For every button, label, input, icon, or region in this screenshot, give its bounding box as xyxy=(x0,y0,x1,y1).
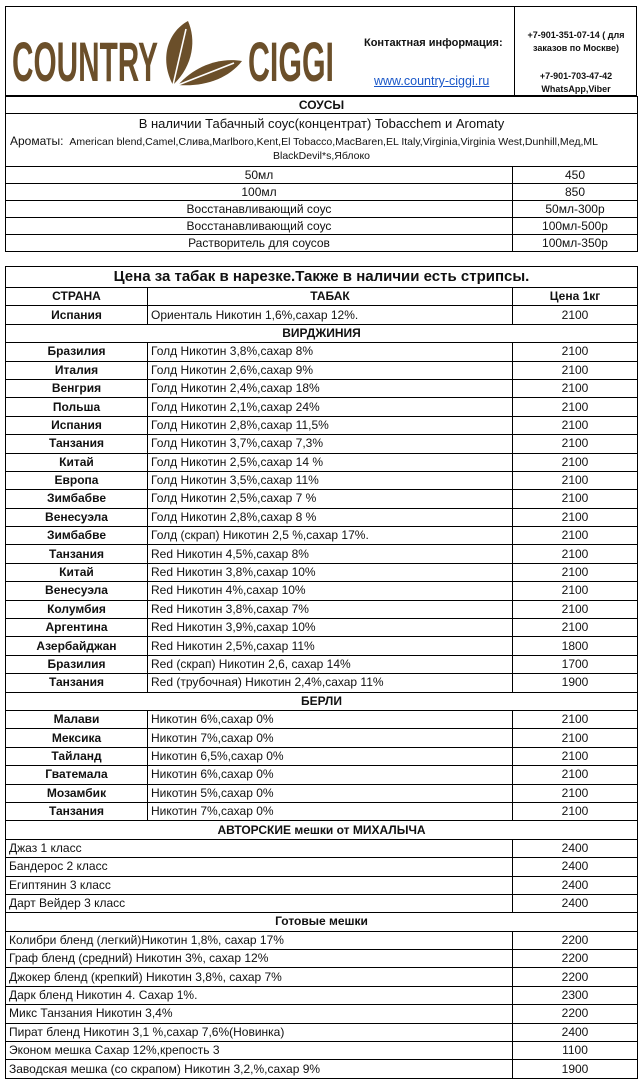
country-cell: Мозамбик xyxy=(6,784,148,802)
tobacco-cell: Голд Никотин 3,7%,сахар 7,3% xyxy=(148,435,513,453)
price-cell: 2100 xyxy=(513,766,638,784)
phone-whatsapp-number: +7-901-703-47-42 xyxy=(539,71,613,81)
table-row xyxy=(6,1042,638,1060)
table-row xyxy=(6,637,638,655)
price-title: Цена за табак в нарезке.Также в наличии есть стрипсы. xyxy=(6,267,638,288)
header-price: Цена 1кг xyxy=(513,288,638,306)
table-row xyxy=(6,986,638,1004)
price-cell: 1900 xyxy=(513,1060,638,1078)
aromas-list-2: BlackDevil*s,Яблоко xyxy=(272,150,371,162)
price-cell: 2200 xyxy=(513,950,638,968)
price-cell: 2100 xyxy=(513,710,638,728)
blend-name-cell: Заводская мешка (со скрапом) Никотин 3,2,%,сахар 9% xyxy=(6,1060,513,1078)
country-cell: Китай xyxy=(6,563,148,581)
country-cell: Венесуэла xyxy=(6,582,148,600)
country-cell: Италия xyxy=(6,361,148,379)
tobacco-cell: Red Никотин 3,9%,сахар 10% xyxy=(148,619,513,637)
table-row xyxy=(6,619,638,637)
table-row xyxy=(6,306,638,324)
sauce-price: 50мл-300р xyxy=(513,201,638,218)
price-cell: 2100 xyxy=(513,527,638,545)
price-header-row xyxy=(6,288,638,306)
tobacco-cell: Red Никотин 4,5%,сахар 8% xyxy=(148,545,513,563)
phone-whatsapp xyxy=(518,70,634,96)
table-row xyxy=(6,563,638,581)
blend-name-cell: Дарк бленд Никотин 4. Сахар 1%. xyxy=(6,986,513,1004)
table-row xyxy=(6,343,638,361)
blend-name-cell: Колибри бленд (легкий)Никотин 1,8%, сахар 17% xyxy=(6,931,513,949)
table-row xyxy=(6,582,638,600)
table-row xyxy=(6,361,638,379)
sauce-row xyxy=(6,218,638,235)
country-cell: Польша xyxy=(6,398,148,416)
phone-moscow xyxy=(518,29,634,55)
price-cell: 2100 xyxy=(513,582,638,600)
tobacco-cell: Голд Никотин 2,5%,сахар 14 % xyxy=(148,453,513,471)
phone-whatsapp-note: WhatsApp,Viber xyxy=(541,84,611,94)
country-cell: Бразилия xyxy=(6,655,148,673)
country-cell: Зимбабве xyxy=(6,490,148,508)
sauce-price: 450 xyxy=(513,167,638,184)
tobacco-cell: Голд Никотин 3,5%,сахар 11% xyxy=(148,471,513,489)
table-row xyxy=(6,1023,638,1041)
site-link[interactable]: www.country-ciggi.ru xyxy=(374,74,490,88)
tobacco-cell: Голд Никотин 2,8%,сахар 8 % xyxy=(148,508,513,526)
price-cell: 2100 xyxy=(513,784,638,802)
tobacco-cell: Голд (скрап) Никотин 2,5 %,сахар 17%. xyxy=(148,527,513,545)
sauce-row xyxy=(6,201,638,218)
logo-text-left: COUNTRY xyxy=(12,30,158,91)
header-divider xyxy=(514,7,515,95)
price-cell: 2400 xyxy=(513,858,638,876)
tobacco-cell: Голд Никотин 2,1%,сахар 24% xyxy=(148,398,513,416)
sauces-aromas xyxy=(6,133,638,167)
table-row xyxy=(6,453,638,471)
price-cell: 2400 xyxy=(513,839,638,857)
country-cell: Танзания xyxy=(6,802,148,820)
price-cell: 2200 xyxy=(513,968,638,986)
country-cell: Венгрия xyxy=(6,379,148,397)
price-cell: 2100 xyxy=(513,416,638,434)
table-row xyxy=(6,710,638,728)
sauces-table xyxy=(5,96,638,252)
price-cell: 2100 xyxy=(513,361,638,379)
sauce-price: 100мл-350р xyxy=(513,235,638,252)
tobacco-cell: Никотин 7%,сахар 0% xyxy=(148,802,513,820)
country-cell: Зимбабве xyxy=(6,527,148,545)
table-row xyxy=(6,1060,638,1078)
sauces-title-row xyxy=(6,97,638,114)
tobacco-cell: Голд Никотин 3,8%,сахар 8% xyxy=(148,343,513,361)
blend-name-cell: Пират бленд Никотин 3,1 %,сахар 7,6%(Новинка) xyxy=(6,1023,513,1041)
table-row xyxy=(6,416,638,434)
header-country: СТРАНА xyxy=(6,288,148,306)
country-cell: Мексика xyxy=(6,729,148,747)
price-cell: 2100 xyxy=(513,343,638,361)
blend-name-cell: Джокер бленд (крепкий) Никотин 3,8%, сахар 7% xyxy=(6,968,513,986)
blend-name-cell: Бандерос 2 класс xyxy=(6,858,513,876)
table-row xyxy=(6,398,638,416)
price-cell: 2100 xyxy=(513,747,638,765)
price-cell: 2100 xyxy=(513,435,638,453)
sauce-price: 850 xyxy=(513,184,638,201)
table-row xyxy=(6,545,638,563)
table-row xyxy=(6,655,638,673)
country-cell: Венесуэла xyxy=(6,508,148,526)
price-cell: 2300 xyxy=(513,986,638,1004)
tobacco-leaf-icon xyxy=(166,21,242,85)
price-cell: 1700 xyxy=(513,655,638,673)
sauce-name: 100мл xyxy=(6,184,513,201)
aromas-list: American blend,Camel,Слива,Marlboro,Kent,El Tobacco,MacBaren,EL Italy,Virginia,Virginia West,Dunhill,Мед,ML xyxy=(69,136,598,148)
table-row xyxy=(6,674,638,692)
table-row xyxy=(6,600,638,618)
price-cell: 2100 xyxy=(513,619,638,637)
phone-moscow-note: заказов по Москве) xyxy=(533,43,619,53)
header-tobacco: ТАБАК xyxy=(148,288,513,306)
price-cell: 2100 xyxy=(513,471,638,489)
country-cell: Испания xyxy=(6,416,148,434)
blend-name-cell: Микс Танзания Никотин 3,4% xyxy=(6,1005,513,1023)
price-cell: 2100 xyxy=(513,379,638,397)
sauce-row xyxy=(6,167,638,184)
table-row xyxy=(6,766,638,784)
tobacco-cell: Никотин 6,5%,сахар 0% xyxy=(148,747,513,765)
country-cell: Колумбия xyxy=(6,600,148,618)
table-row xyxy=(6,784,638,802)
price-cell: 2100 xyxy=(513,490,638,508)
price-cell: 2400 xyxy=(513,876,638,894)
sauces-availability: В наличии Табачный соус(концентрат) Tobacchem и Aromaty xyxy=(6,114,638,134)
table-row xyxy=(6,729,638,747)
country-cell: Европа xyxy=(6,471,148,489)
price-cell: 2400 xyxy=(513,894,638,912)
blend-name-cell: Граф бленд (средний) Никотин 3%, сахар 12% xyxy=(6,950,513,968)
burley-section-row xyxy=(6,692,638,710)
country-cell: Китай xyxy=(6,453,148,471)
tobacco-cell: Никотин 5%,сахар 0% xyxy=(148,784,513,802)
country-cell: Танзания xyxy=(6,545,148,563)
virginia-section-title: ВИРДЖИНИЯ xyxy=(6,324,638,342)
tobacco-cell: Голд Никотин 2,4%,сахар 18% xyxy=(148,379,513,397)
tobacco-cell: Никотин 6%,сахар 0% xyxy=(148,710,513,728)
table-row xyxy=(6,968,638,986)
table-row xyxy=(6,747,638,765)
price-title-row xyxy=(6,267,638,288)
table-row xyxy=(6,876,638,894)
phone-moscow-number: +7-901-351-07-14 ( для xyxy=(527,30,625,40)
sauce-name: Восстанавливающий соус xyxy=(6,218,513,235)
sauce-name: 50мл xyxy=(6,167,513,184)
country-ciggi-logo xyxy=(10,17,360,91)
country-cell: Аргентина xyxy=(6,619,148,637)
table-row xyxy=(6,435,638,453)
country-cell: Малави xyxy=(6,710,148,728)
table-row xyxy=(6,379,638,397)
blend-name-cell: Дарт Вейдер 3 класс xyxy=(6,894,513,912)
price-cell: 1800 xyxy=(513,637,638,655)
table-row xyxy=(6,950,638,968)
tobacco-cell: Голд Никотин 2,5%,сахар 7 % xyxy=(148,490,513,508)
sauces-title: СОУСЫ xyxy=(6,97,638,114)
price-cell: 2100 xyxy=(513,563,638,581)
tobacco-cell: Никотин 6%,сахар 0% xyxy=(148,766,513,784)
tobacco-cell: Red (трубочная) Никотин 2,4%,сахар 11% xyxy=(148,674,513,692)
country-cell: Испания xyxy=(6,306,148,324)
sauce-name: Растворитель для соусов xyxy=(6,235,513,252)
price-cell: 2100 xyxy=(513,600,638,618)
table-row xyxy=(6,527,638,545)
table-row xyxy=(6,490,638,508)
tobacco-cell: Никотин 7%,сахар 0% xyxy=(148,729,513,747)
tobacco-cell: Red Никотин 4%,сахар 10% xyxy=(148,582,513,600)
country-cell: Танзания xyxy=(6,674,148,692)
ready-section-title: Готовые мешки xyxy=(6,913,638,931)
tobacco-price-table xyxy=(5,266,638,1079)
author-section-title: АВТОРСКИЕ мешки от МИХАЛЫЧА xyxy=(6,821,638,839)
price-cell: 2100 xyxy=(513,398,638,416)
country-cell: Гватемала xyxy=(6,766,148,784)
price-cell: 2100 xyxy=(513,306,638,324)
tobacco-cell: Голд Никотин 2,6%,сахар 9% xyxy=(148,361,513,379)
ready-section-row xyxy=(6,913,638,931)
sauce-price: 100мл-500р xyxy=(513,218,638,235)
aromas-label: Ароматы: xyxy=(10,134,64,148)
price-cell: 1100 xyxy=(513,1042,638,1060)
header xyxy=(5,6,637,96)
tobacco-cell: Red Никотин 2,5%,сахар 11% xyxy=(148,637,513,655)
blend-name-cell: Эконом мешка Сахар 12%,крепость 3 xyxy=(6,1042,513,1060)
blend-name-cell: Египтянин 3 класс xyxy=(6,876,513,894)
contact-label: Контактная информация: xyxy=(364,37,503,49)
logo-text-right: CIGGI xyxy=(248,30,334,91)
sauce-row xyxy=(6,235,638,252)
tobacco-cell: Red Никотин 3,8%,сахар 10% xyxy=(148,563,513,581)
price-cell: 2100 xyxy=(513,453,638,471)
sauce-row xyxy=(6,184,638,201)
sauces-availability-row xyxy=(6,114,638,134)
virginia-section-row xyxy=(6,324,638,342)
price-cell: 2200 xyxy=(513,931,638,949)
sauces-aromas-row xyxy=(6,133,638,167)
tobacco-cell: Голд Никотин 2,8%,сахар 11,5% xyxy=(148,416,513,434)
table-row xyxy=(6,894,638,912)
price-cell: 2100 xyxy=(513,729,638,747)
price-cell: 2400 xyxy=(513,1023,638,1041)
price-cell: 1900 xyxy=(513,674,638,692)
table-row xyxy=(6,1005,638,1023)
table-row xyxy=(6,858,638,876)
table-row xyxy=(6,508,638,526)
country-cell: Тайланд xyxy=(6,747,148,765)
tobacco-cell: Red (скрап) Никотин 2,6, сахар 14% xyxy=(148,655,513,673)
author-section-row xyxy=(6,821,638,839)
price-cell: 2200 xyxy=(513,1005,638,1023)
sauce-name: Восстанавливающий соус xyxy=(6,201,513,218)
tobacco-cell: Ориенталь Никотин 1,6%,сахар 12%. xyxy=(148,306,513,324)
price-cell: 2100 xyxy=(513,802,638,820)
price-cell: 2100 xyxy=(513,545,638,563)
price-cell: 2100 xyxy=(513,508,638,526)
country-cell: Бразилия xyxy=(6,343,148,361)
country-cell: Азербайджан xyxy=(6,637,148,655)
table-row xyxy=(6,839,638,857)
blend-name-cell: Джаз 1 класс xyxy=(6,839,513,857)
table-row xyxy=(6,471,638,489)
burley-section-title: БЕРЛИ xyxy=(6,692,638,710)
table-row xyxy=(6,802,638,820)
country-cell: Танзания xyxy=(6,435,148,453)
tobacco-cell: Red Никотин 3,8%,сахар 7% xyxy=(148,600,513,618)
table-row xyxy=(6,931,638,949)
